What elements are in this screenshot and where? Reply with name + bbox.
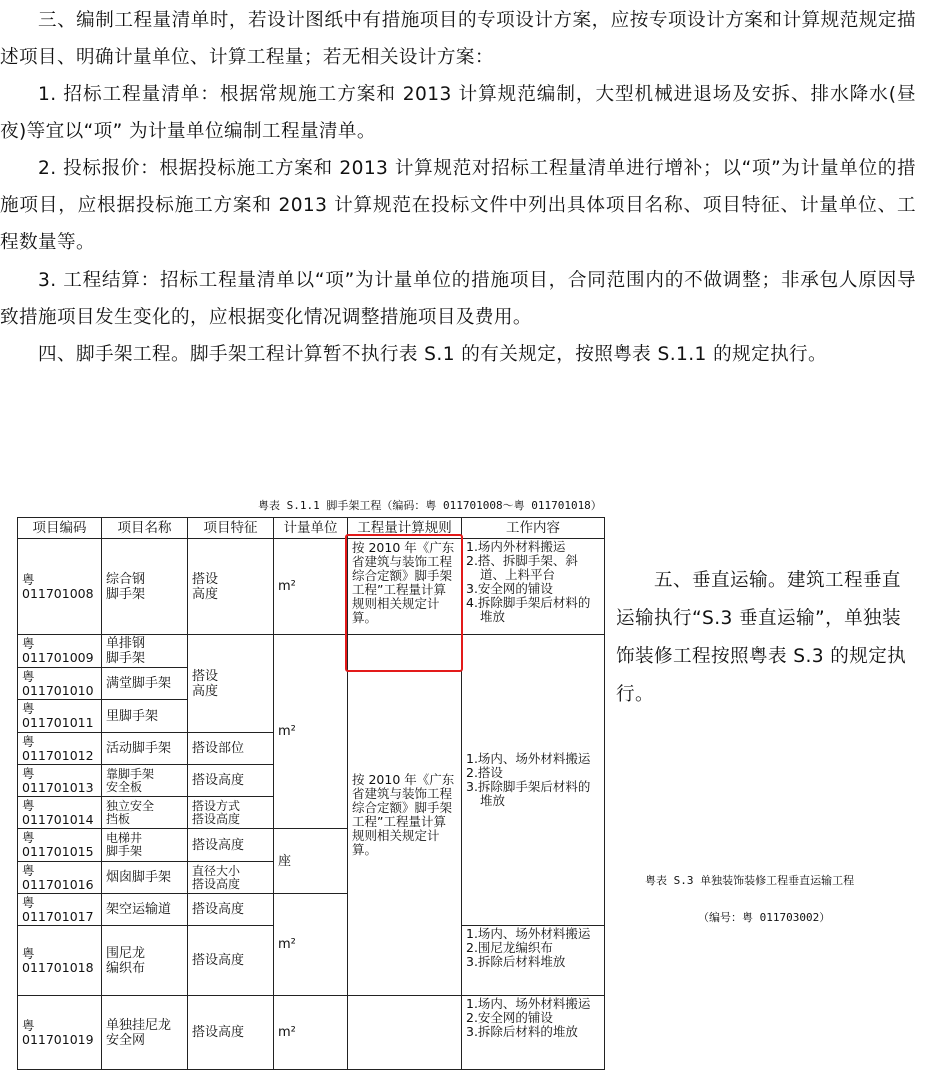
paragraph-settlement: 3. 工程结算：招标工程量清单以“项”为计量单位的措施项目，合同范围内的不做调整；非承包人原因导致措施项目发生变化的，应根据变化情况调整措施项目及费用。 bbox=[0, 270, 916, 328]
cell-rule: 按 2010 年《广东省建筑与装饰工程综合定额》脚手架工程”工程量计算规则相关规定计算。 bbox=[348, 539, 462, 635]
cell-name: 综合钢 脚手架 bbox=[102, 539, 188, 635]
cell-name: 围尼龙 编织布 bbox=[102, 926, 188, 996]
cell-unit: m² bbox=[274, 996, 348, 1070]
header-name: 项目名称 bbox=[102, 518, 188, 539]
cell-code: 粤 011701008 bbox=[18, 539, 102, 635]
table-row bbox=[18, 635, 605, 668]
table-caption: 粤表 S.1.1 脚手架工程（编码：粤 011701008～粤 011701018） bbox=[258, 499, 602, 512]
scaffolding-table bbox=[17, 517, 605, 1070]
paragraph-tender-list: 1. 招标工程量清单：根据常规施工方案和 2013 计算规范编制，大型机械进退场及安拆、排水降水(昼夜)等宜以“项” 为计量单位编制工程量清单。 bbox=[0, 84, 916, 142]
paragraph-scaffolding: 四、脚手架工程。脚手架工程计算暂不执行表 S.1 的有关规定，按照粤表 S.1.1 的规定执行。 bbox=[38, 344, 828, 365]
cell-rule: 按 2010 年《广东省建筑与装饰工程综合定额》脚手架工程”工程量计算规则相关规定计算。 bbox=[348, 635, 462, 996]
s3-table-caption: 粤表 S.3 单独装饰装修工程垂直运输工程 bbox=[645, 874, 855, 887]
paragraph-bid-price: 2. 投标报价：根据投标施工方案和 2013 计算规范对招标工程量清单进行增补；以“项”为计量单位的措施项目，应根据投标施工方案和 2013 计算规范在投标文件中列出具体项目名称、项目特征、计量单位、工程数量等。 bbox=[0, 158, 916, 253]
cell-name: 里脚手架 bbox=[102, 700, 188, 733]
cell-feature: 直径大小 搭设高度 bbox=[188, 862, 274, 894]
cell-name: 独立安全 挡板 bbox=[102, 797, 188, 829]
table-row bbox=[18, 539, 605, 635]
cell-feature: 搭设高度 bbox=[188, 765, 274, 797]
cell-feature: 搭设方式 搭设高度 bbox=[188, 797, 274, 829]
paragraph-vertical-transport: 五、垂直运输。建筑工程垂直运输执行“S.3 垂直运输”，单独装饰装修工程按照粤表 S.3 的规定执行。 bbox=[616, 570, 907, 705]
cell-work: 1.场内外材料搬运 2.搭、拆脚手架、斜道、上料平台 3.安全网的铺设 4.拆除脚手架后材料的堆放 bbox=[462, 539, 605, 635]
cell-feature: 搭设高度 bbox=[188, 926, 274, 996]
table-header-row bbox=[18, 518, 605, 539]
cell-code: 粤 011701016 bbox=[18, 862, 102, 894]
cell-code: 粤 011701010 bbox=[18, 668, 102, 700]
header-rule: 工程量计算规则 bbox=[348, 518, 462, 539]
cell-name: 架空运输道 bbox=[102, 894, 188, 926]
cell-feature: 搭设 高度 bbox=[188, 539, 274, 635]
header-work: 工作内容 bbox=[462, 518, 605, 539]
cell-code: 粤 011701014 bbox=[18, 797, 102, 829]
cell-unit: m² bbox=[274, 894, 348, 996]
cell-code: 粤 011701015 bbox=[18, 829, 102, 862]
cell-feature: 搭设 高度 bbox=[188, 635, 274, 733]
cell-code: 粤 011701009 bbox=[18, 635, 102, 668]
cell-name: 烟囱脚手架 bbox=[102, 862, 188, 894]
cell-name: 靠脚手架 安全板 bbox=[102, 765, 188, 797]
cell-unit: m² bbox=[274, 539, 348, 635]
cell-feature: 搭设高度 bbox=[188, 996, 274, 1070]
cell-unit: m² bbox=[274, 635, 348, 829]
cell-name: 单独挂尼龙 安全网 bbox=[102, 996, 188, 1070]
cell-name: 活动脚手架 bbox=[102, 733, 188, 765]
cell-feature: 搭设高度 bbox=[188, 894, 274, 926]
cell-name: 满堂脚手架 bbox=[102, 668, 188, 700]
cell-name: 电梯井 脚手架 bbox=[102, 829, 188, 862]
cell-code: 粤 011701013 bbox=[18, 765, 102, 797]
cell-code: 粤 011701011 bbox=[18, 700, 102, 733]
table-row bbox=[18, 996, 605, 1070]
cell-unit: 座 bbox=[274, 829, 348, 894]
cell-work: 1.场内、场外材料搬运 2.搭设 3.拆除脚手架后材料的堆放 bbox=[462, 635, 605, 926]
cell-name: 单排钢 脚手架 bbox=[102, 635, 188, 668]
header-feature: 项目特征 bbox=[188, 518, 274, 539]
s3-table-code: （编号：粤 011703002） bbox=[698, 911, 831, 924]
cell-feature: 搭设高度 bbox=[188, 829, 274, 862]
cell-work: 1.场内、场外材料搬运 2.围尼龙编织布 3.拆除后材料堆放 bbox=[462, 926, 605, 996]
header-code: 项目编码 bbox=[18, 518, 102, 539]
cell-code: 粤 011701018 bbox=[18, 926, 102, 996]
cell-code: 粤 011701012 bbox=[18, 733, 102, 765]
cell-code: 粤 011701017 bbox=[18, 894, 102, 926]
cell-code: 粤 011701019 bbox=[18, 996, 102, 1070]
paragraph-measures-intro: 三、编制工程量清单时，若设计图纸中有措施项目的专项设计方案，应按专项设计方案和计算规范规定描述项目、明确计量单位、计算工程量；若无相关设计方案： bbox=[0, 10, 916, 68]
header-unit: 计量单位 bbox=[274, 518, 348, 539]
cell-rule-empty bbox=[348, 996, 462, 1070]
cell-feature: 搭设部位 bbox=[188, 733, 274, 765]
cell-work: 1.场内、场外材料搬运 2.安全网的铺设 3.拆除后材料的堆放 bbox=[462, 996, 605, 1070]
